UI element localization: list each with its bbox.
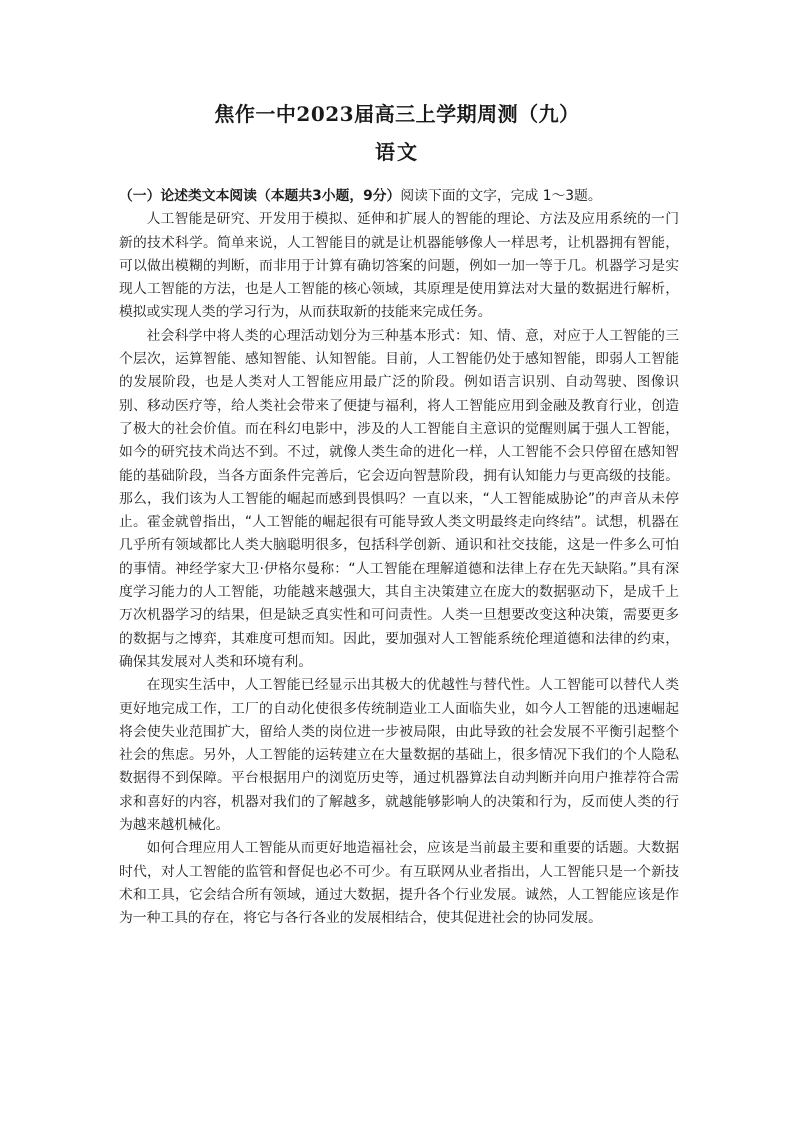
- paragraph-3: 在现实生活中，人工智能已经显示出其极大的优越性与替代性。人工智能可以替代人类更好地完成工作，工厂的自动化使很多传统制造业工人面临失业，如今人工智能的迅速崛起将会使失业范围扩大，留给人类的岗位进一步被局限，由此导致的社会发展不平衡引起整个社会的焦虑。另外，人工智能的运转建立在大量数据的基础上，很多情况下我们的个人隐私数据得不到保障。平台根据用户的浏览历史等，通过机器算法自动判断并向用户推荐符合需求和喜好的内容，机器对我们的了解越多，就越能够影响人的决策和行为，反而使人类的行为越来越机械化。: [119, 677, 679, 834]
- exam-title: 焦作一中2023届高三上学期周测（九）: [214, 102, 580, 126]
- reading-passage: [119, 185, 679, 931]
- section-label: （一）论述类文本阅读（本题共3小题，9分）: [119, 188, 401, 204]
- section-instruction: 阅读下面的文字，完成 1～3题。: [400, 188, 602, 204]
- subject-title: 语文: [375, 140, 419, 164]
- paragraph-4: 如何合理应用人工智能从而更好地造福社会，应该是当前最主要和重要的话题。大数据时代，对人工智能的监管和督促也必不可少。有互联网从业者指出，人工智能只是一个新技术和工具，它会结合所有领域，通过大数据，提升各个行业发展。诚然，人工智能应该是作为一种工具的存在，将它与各行各业的发展相结合，使其促进社会的协同发展。: [119, 840, 679, 927]
- paragraph-2: 社会科学中将人类的心理活动划分为三种基本形式：知、情、意，对应于人工智能的三个层次，运算智能、感知智能、认知智能。目前，人工智能仍处于感知智能，即弱人工智能的发展阶段，也是人类对人工智能应用最广泛的阶段。例如语言识别、自动驾驶、图像识别、移动医疗等，给人类社会带来了便捷与福利，将人工智能应用到金融及教育行业，创造了极大的社会价值。而在科幻电影中，涉及的人工智能自主意识的觉醒则属于强人工智能，如今的研究技术尚达不到。不过，就像人类生命的进化一样，人工智能不会只停留在感知智能的基础阶段，当各方面条件完善后，它会迈向智慧阶段，拥有认知能力与更高级的技能。那么，我们该为人工智能的崛起而感到畏惧吗？一直以来，“人工智能威胁论”的声音从未停止。霍金就曾指出，“人工智能的崛起很有可能导致人类文明最终走向终结”。试想，机器在几乎所有领域都比人类大脑聪明很多，包括科学创新、通识和社交技能，这是一件多么可怕的事情。神经学家大卫·伊格尔曼称：“人工智能在理解道德和法律上存在先天缺陷。”具有深度学习能力的人工智能，功能越来越强大，其自主决策建立在庞大的数据驱动下，是成千上万次机器学习的结果，但是缺乏真实性和可问责性。人类一旦想要改变这种决策，需要更多的数据与之博弈，其难度可想而知。因此，要加强对人工智能系统伦理道德和法律的约束，确保其发展对人类和环境有利。: [119, 327, 679, 670]
- paragraph-1: 人工智能是研究、开发用于模拟、延伸和扩展人的智能的理论、方法及应用系统的一门新的技术科学。简单来说，人工智能目的就是让机器能够像人一样思考，让机器拥有智能，可以做出模糊的判断，而非用于计算有确切答案的问题，例如一加一等于几。机器学习是实现人工智能的方法，也是人工智能的核心领域，其原理是使用算法对大量的数据进行解析，模拟或实现人类的学习行为，从而获取新的技能来完成任务。: [119, 211, 679, 321]
- section-heading: [119, 185, 679, 208]
